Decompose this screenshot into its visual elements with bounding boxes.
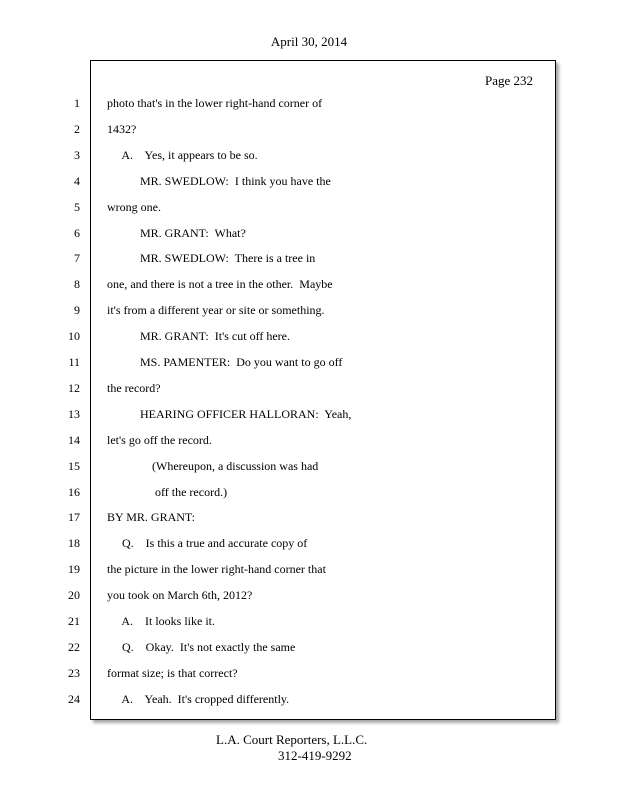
line-text: 1432?	[107, 122, 137, 136]
line-number: 18	[68, 536, 80, 550]
line-text: MR. SWEDLOW: I think you have the	[107, 174, 331, 188]
court-reporter-phone: 312-419-9292	[278, 748, 352, 763]
line-number: 12	[68, 381, 80, 395]
line-number: 15	[68, 459, 80, 473]
line-number: 9	[74, 303, 80, 317]
line-text: the picture in the lower right-hand corner that	[107, 562, 326, 576]
line-text: BY MR. GRANT:	[107, 510, 195, 524]
line-text: you took on March 6th, 2012?	[107, 588, 253, 602]
line-text: MS. PAMENTER: Do you want to go off	[107, 355, 343, 369]
line-number: 22	[68, 640, 80, 654]
line-text: HEARING OFFICER HALLORAN: Yeah,	[107, 407, 352, 421]
line-number: 1	[74, 96, 80, 110]
line-number: 3	[74, 148, 80, 162]
line-number: 8	[74, 277, 80, 291]
line-number: 20	[68, 588, 80, 602]
line-number: 5	[74, 200, 80, 214]
line-text: A. Yes, it appears to be so.	[107, 148, 258, 162]
line-number: 16	[68, 485, 80, 499]
line-number: 21	[68, 614, 80, 628]
line-number: 4	[74, 174, 80, 188]
line-number: 11	[68, 355, 80, 369]
line-number: 14	[68, 433, 80, 447]
line-text: A. Yeah. It's cropped differently.	[107, 692, 290, 706]
line-text: format size; is that correct?	[107, 666, 238, 680]
line-text: one, and there is not a tree in the other. Maybe	[107, 277, 333, 291]
line-text: A. It looks like it.	[107, 614, 215, 628]
line-text: MR. SWEDLOW: There is a tree in	[107, 251, 316, 265]
line-number: 17	[68, 510, 80, 524]
line-text: photo that's in the lower right-hand corner of	[107, 96, 323, 110]
line-text: off the record.)	[107, 485, 228, 499]
line-text: it's from a different year or site or something.	[107, 303, 325, 317]
line-number: 24	[68, 692, 80, 706]
court-reporter-name: L.A. Court Reporters, L.L.C.	[216, 732, 368, 747]
transcript-date: April 30, 2014	[270, 34, 348, 49]
line-text: wrong one.	[107, 200, 161, 214]
line-text: MR. GRANT: It's cut off here.	[107, 329, 290, 343]
line-number: 13	[68, 407, 80, 421]
line-text: the record?	[107, 381, 161, 395]
line-text: Q. Okay. It's not exactly the same	[107, 640, 296, 654]
line-text: (Whereupon, a discussion was had	[107, 459, 319, 473]
line-text: let's go off the record.	[107, 433, 212, 447]
line-text: MR. GRANT: What?	[107, 226, 246, 240]
line-number: 10	[68, 329, 80, 343]
line-number: 2	[74, 122, 80, 136]
page-number: Page 232	[484, 73, 533, 88]
line-number: 23	[68, 666, 80, 680]
line-number: 19	[68, 562, 80, 576]
line-number: 7	[74, 251, 80, 265]
line-number: 6	[74, 226, 80, 240]
line-text: Q. Is this a true and accurate copy of	[107, 536, 308, 550]
